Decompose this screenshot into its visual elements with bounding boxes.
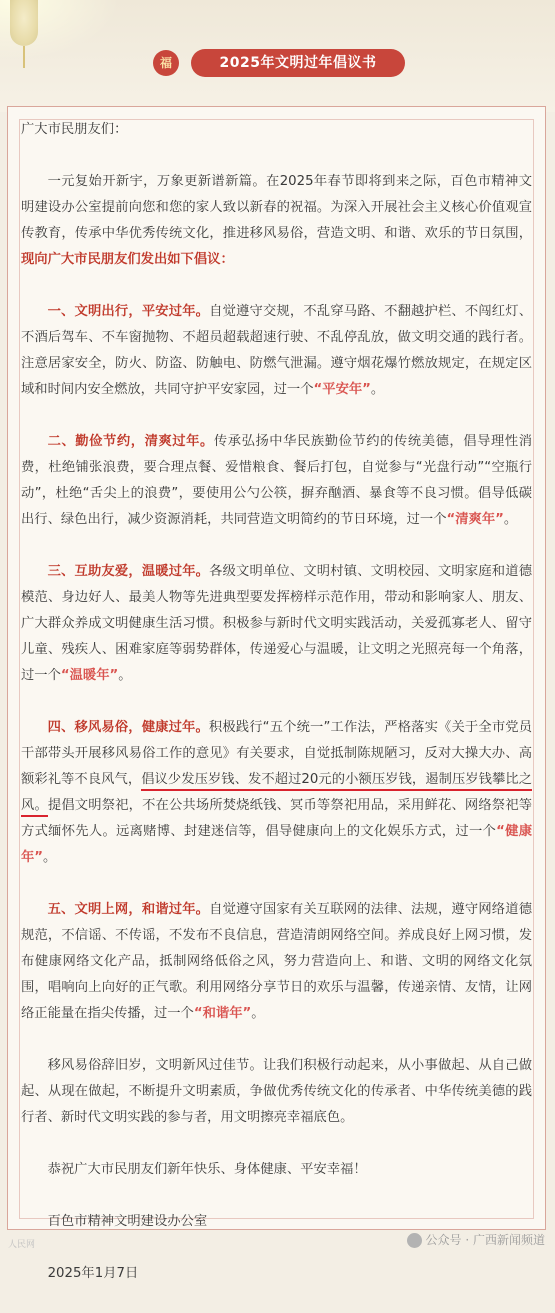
section-1-tag: “平安年” (313, 382, 371, 397)
section-4-heading: 四、移风易俗，健康过年。 (47, 720, 209, 735)
section-3-body: 各级文明单位、文明村镇、文明校园、文明家庭和道德模范、身边好人、最美人物等先进典型要发挥榜样示范作用，带动和影响家人、朋友、广大群众养成文明健康生活习惯。积极参与新时代文明实践活动，关爱孤寡老人、留守儿童、残疾人、困难家庭等弱势群体，传递爱心与温暖，让文明之光照亮每一个角落，过一个 (21, 564, 533, 683)
section-3: 三、互助友爱，温暖过年。各级文明单位、文明村镇、文明校园、文明家庭和道德模范、身边好人、最美人物等先进典型要发挥榜样示范作用，带动和影响家人、朋友、广大群众养成文明健康生活习惯。积极参与新时代文明实践活动，关爱孤寡老人、留守儿童、残疾人、困难家庭等弱势群体，传递爱心与温暖，让文明之光照亮每一个角落，过一个“温暖年”。 (21, 564, 533, 683)
section-5-body: 自觉遵守国家有关互联网的法律、法规，遵守网络道德规范，不信谣、不传谣，不发布不良信息，营造清朗网络空间。养成良好上网习惯，发布健康网络文化产品，抵制网络低俗之风，努力营造向上、和谐、文明的网络文化氛围，唱响向上向好的正气歌。利用网络分享节日的欢乐与温馨，传递亲情、友情，让网络正能量在指尖传播，过一个 (21, 902, 533, 1021)
header-band (0, 0, 555, 112)
section-5-heading: 五、文明上网，和谐过年。 (47, 902, 210, 917)
wish-paragraph: 恭祝广大市民朋友们新年快乐、身体健康、平安幸福！ (47, 1162, 367, 1177)
lantern-icon (10, 0, 38, 46)
title-banner (153, 49, 405, 77)
section-4-body-a: 积极践行“五个统一”工作法，严格落实《关于全市党员干部带头开展移风易俗工作的意见》有关要求，自觉抵制陈规陋习，反对大操大办、高额彩礼等不良风气， (21, 720, 533, 787)
wechat-icon (407, 1233, 422, 1248)
fu-badge-icon: 福 (153, 50, 179, 76)
signature-date: 2025年1月7日 (47, 1266, 139, 1281)
watermark-left: 人民网 (8, 1240, 36, 1250)
page-title-text: 2025年文明过年倡议书 (219, 55, 377, 71)
intro-paragraph (21, 169, 532, 273)
section-5: 五、文明上网，和谐过年。自觉遵守国家有关互联网的法律、法规，遵守网络道德规范，不信谣、不传谣，不发布不良信息，营造清朗网络空间。养成良好上网习惯，发布健康网络文化产品，抵制网络低俗之风，努力营造向上、和谐、文明的网络文化氛围，唱响向上向好的正气歌。利用网络分享节日的欢乐与温馨，传递亲情、友情，让网络正能量在指尖传播，过一个“和谐年”。 (21, 902, 533, 1021)
section-2-heading: 二、勤俭节约，清爽过年。 (47, 434, 214, 449)
section-2: 二、勤俭节约，清爽过年。传承弘扬中华民族勤俭节约的传统美德，倡导理性消费，杜绝铺张浪费，要合理点餐、爱惜粮食、餐后打包，自觉参与“光盘行动”“空瓶行动”，杜绝“舌尖上的浪费”，要使用公勺公筷，摒弃酗酒、暴食等不良习惯。倡导低碳出行、绿色出行，减少资源消耗，共同营造文明简约的节日环境，过一个“清爽年”。 (21, 434, 533, 527)
lantern-cord (23, 46, 25, 68)
greeting: 广大市民朋友们： (21, 122, 128, 137)
signature-org: 百色市精神文明建设办公室 (47, 1214, 208, 1229)
section-1-body: 自觉遵守交规，不乱穿马路、不翻越护栏、不闯红灯、不酒后驾车、不车窗抛物、不超员超载超速行驶、不乱停乱放，做文明交通的践行者。注意居家安全，防火、防盗、防触电、防燃气泄漏。遵守烟花爆竹燃放规定，在规定区域和时间内安全燃放，共同守护平安家园，过一个 (21, 304, 533, 397)
section-5-tag: “和谐年” (193, 1006, 252, 1021)
section-2-tag: “清爽年” (446, 512, 504, 527)
letter-content (21, 117, 532, 1313)
section-3-heading: 三、互助友爱，温暖过年。 (47, 564, 210, 579)
section-2-body: 传承弘扬中华民族勤俭节约的传统美德，倡导理性消费，杜绝铺张浪费，要合理点餐、爱惜粮食、餐后打包，自觉参与“光盘行动”“空瓶行动”，杜绝“舌尖上的浪费”，要使用公勺公筷，摒弃酗酒、暴食等不良习惯。倡导低碳出行、绿色出行，减少资源消耗，共同营造文明简约的节日环境，过一个 (21, 434, 533, 527)
watermark (407, 1231, 545, 1248)
section-4-highlight: 倡议少发压岁钱、发不超过20元的小额压岁钱，遏制压岁钱攀比之风。 (21, 772, 532, 817)
watermark-text: 公众号 · 广西新闻频道 (425, 1233, 545, 1247)
section-1: 一、文明出行，平安过年。自觉遵守交规，不乱穿马路、不翻越护栏、不闯红灯、不酒后驾车、不车窗抛物、不超员超载超速行驶、不乱停乱放，做文明交通的践行者。注意居家安全，防火、防盗、防触电、防燃气泄漏。遵守烟花爆竹燃放规定，在规定区域和时间内安全燃放，共同守护平安家园，过一个“平安年”。 (21, 304, 533, 397)
section-1-heading: 一、文明出行，平安过年。 (47, 304, 210, 319)
page-title (191, 49, 405, 77)
section-4-tag: “健康年” (21, 824, 532, 865)
closing-paragraph: 移风易俗辞旧岁，文明新风过佳节。让我们积极行动起来，从小事做起、从自己做起、从现在做起，不断提升文明素质，争做优秀传统文化的传承者、中华传统美德的践行者、新时代文明实践的参与者，用文明擦亮幸福底色。 (21, 1058, 532, 1125)
intro-callout: 现向广大市民朋友们发出如下倡议： (21, 252, 234, 267)
section-3-tag: “温暖年” (60, 668, 119, 683)
section-4: 四、移风易俗，健康过年。积极践行“五个统一”工作法，严格落实《关于全市党员干部带头开展移风易俗工作的意见》有关要求，自觉抵制陈规陋习，反对大操大办、高额彩礼等不良风气，倡议少发压岁钱、发不超过20元的小额压岁钱，遏制压岁钱攀比之风。提倡文明祭祀，不在公共场所焚烧纸钱、冥币等祭祀用品，采用鲜花、网络祭祀等方式缅怀先人。远离赌博、封建迷信等，倡导健康向上的文化娱乐方式，过一个“健康年”。 (21, 720, 533, 865)
section-4-body-b: 提倡文明祭祀，不在公共场所焚烧纸钱、冥币等祭祀用品，采用鲜花、网络祭祀等方式缅怀先人。远离赌博、封建迷信等，倡导健康向上的文化娱乐方式，过一个 (21, 798, 533, 839)
intro-text: 一元复始开新宇，万象更新谱新篇。在2025年春节即将到来之际，百色市精神文明建设办公室提前向您和您的家人致以新春的祝福。为深入开展社会主义核心价值观宣传教育，传承中华优秀传统文化，推进移风易俗，营造文明、和谐、欢乐的节日氛围， (21, 174, 532, 241)
